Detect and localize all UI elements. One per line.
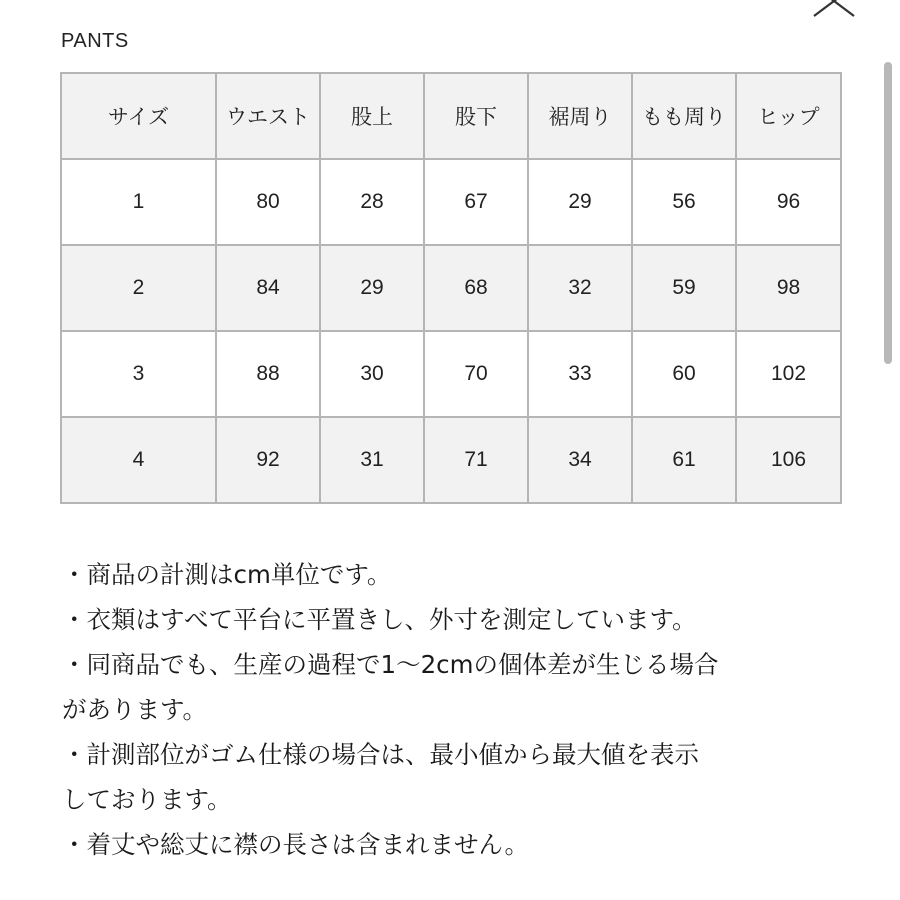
table-cell: 80	[216, 159, 320, 245]
table-cell: 30	[320, 331, 424, 417]
header-inseam: 股下	[424, 73, 528, 159]
table-cell: 70	[424, 331, 528, 417]
table-cell: 3	[61, 331, 216, 417]
table-cell: 68	[424, 245, 528, 331]
table-cell: 34	[528, 417, 632, 503]
table-cell: 61	[632, 417, 736, 503]
note-line: ・衣類はすべて平台に平置きし、外寸を測定しています。	[62, 605, 697, 634]
table-cell: 59	[632, 245, 736, 331]
table-cell: 32	[528, 245, 632, 331]
close-icon[interactable]	[808, 0, 860, 18]
note-line: しております。	[62, 785, 232, 814]
table-cell: 31	[320, 417, 424, 503]
header-hip: ヒップ	[736, 73, 841, 159]
table-cell: 1	[61, 159, 216, 245]
scrollbar-thumb[interactable]	[884, 62, 892, 364]
table-cell: 84	[216, 245, 320, 331]
measurement-notes	[62, 552, 852, 867]
table-header-row	[61, 73, 841, 159]
table-cell: 98	[736, 245, 841, 331]
table-row	[61, 331, 841, 417]
table-row	[61, 417, 841, 503]
header-hem: 裾周り	[528, 73, 632, 159]
header-size: サイズ	[61, 73, 216, 159]
table-cell: 88	[216, 331, 320, 417]
section-title: PANTS	[61, 30, 129, 52]
table-cell: 28	[320, 159, 424, 245]
table-cell: 67	[424, 159, 528, 245]
table-cell: 56	[632, 159, 736, 245]
note-line: があります。	[62, 695, 208, 724]
table-cell: 106	[736, 417, 841, 503]
table-cell: 29	[320, 245, 424, 331]
table-cell: 2	[61, 245, 216, 331]
header-waist: ウエスト	[216, 73, 320, 159]
table-cell: 4	[61, 417, 216, 503]
table-cell: 102	[736, 331, 841, 417]
table-cell: 92	[216, 417, 320, 503]
table-cell: 33	[528, 331, 632, 417]
note-line: ・計測部位がゴム仕様の場合は、最小値から最大値を表示	[62, 740, 699, 769]
header-rise: 股上	[320, 73, 424, 159]
table-cell: 60	[632, 331, 736, 417]
note-line: ・着丈や総丈に襟の長さは含まれません。	[62, 830, 529, 859]
header-thigh: もも周り	[632, 73, 736, 159]
table-cell: 96	[736, 159, 841, 245]
table-cell: 71	[424, 417, 528, 503]
size-table	[60, 72, 842, 504]
table-row	[61, 245, 841, 331]
table-row	[61, 159, 841, 245]
table-cell: 29	[528, 159, 632, 245]
note-line: ・商品の計測はcm単位です。	[62, 560, 392, 589]
note-line: ・同商品でも、生産の過程で1〜2cmの個体差が生じる場合	[62, 650, 719, 679]
